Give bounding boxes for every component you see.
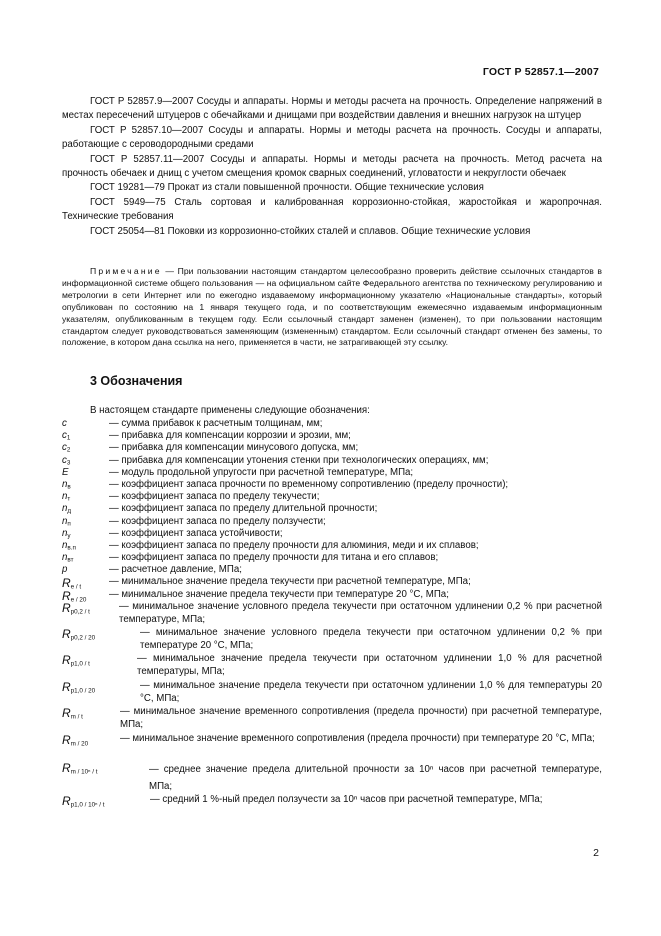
symbol-base: R — [62, 732, 71, 747]
symbol-subscript: т — [67, 495, 71, 503]
definition-text: — модуль продольной упругости при расчетной температуре, МПа; — [109, 466, 414, 478]
definition-row — [62, 540, 602, 552]
definition-symbol — [62, 516, 71, 528]
definition-row — [62, 680, 602, 707]
definition-text: — коэффициент запаса по пределу прочности для алюминия, меди и их сплавов; — [109, 539, 479, 551]
definition-row — [62, 627, 602, 653]
definition-text: — средний 1 %-ный предел ползучести за 10ⁿ часов при расчетной температуре, МПа; — [150, 793, 543, 805]
reference-item: ГОСТ Р 52857.9—2007 Сосуды и аппараты. Нормы и методы расчета на прочность. Определение напряжений в местах пересечений штуцеров с обечайками и днищами при воздействии давления и внешних нагрузок на штуцер — [62, 96, 602, 122]
definition-symbol — [62, 540, 76, 552]
definition-symbol — [62, 503, 71, 515]
definition-row — [62, 706, 602, 733]
definition-row — [62, 491, 602, 503]
definition-text: — среднее значение предела длительной прочности за 10ⁿ часов при расчетной температуре, МПа; — [149, 763, 602, 792]
page-number: 2 — [593, 847, 599, 859]
symbol-subscript: e / 20 — [70, 596, 87, 604]
references-list — [62, 95, 602, 239]
symbol-subscript: 1 — [66, 434, 71, 442]
symbol-subscript: д — [67, 507, 72, 515]
symbol-subscript: m / 20 — [70, 740, 89, 748]
symbol-base: n — [62, 478, 68, 490]
definition-text: — минимальное значение предела текучести при температуре 20 °С, МПа; — [109, 588, 449, 600]
symbol-base: R — [62, 576, 71, 591]
definition-row — [62, 442, 602, 454]
definition-symbol — [62, 479, 71, 491]
symbol-subscript: в — [67, 483, 71, 491]
symbol-base: R — [62, 627, 71, 642]
reference-item: ГОСТ Р 52857.11—2007 Сосуды и аппараты. Нормы и методы расчета на прочность. Метод расчета на прочность обечаек и днищ с учетом смещения кромок сварных соединений, угловатости и некруглости обечаек — [62, 153, 602, 180]
definition-text: — коэффициент запаса прочности по временному сопротивлению (пределу прочности); — [109, 478, 509, 490]
symbol-subscript: p1,0 / t — [70, 660, 90, 668]
reference-item: ГОСТ 19281—79 Прокат из стали повышенной прочности. Общие технические условия — [90, 182, 484, 194]
symbol-base: n — [62, 539, 68, 551]
definition-symbol — [62, 455, 70, 467]
reference-item: ГОСТ 25054—81 Поковки из коррозионно-стойких сталей и сплавов. Общие технические условия — [90, 225, 531, 237]
symbol-base: R — [62, 679, 71, 694]
definition-row — [62, 761, 602, 794]
definition-text: — минимальное значение временного сопротивления (предела прочности) при температуре 20 °С, МПа; — [120, 732, 595, 744]
definition-row — [62, 588, 602, 604]
reference-item: ГОСТ Р 52857.10—2007 Сосуды и аппараты. Нормы и методы расчета на прочность. Сосуды и аппараты, работающие с сероводородными средами — [62, 124, 602, 151]
definition-text: — прибавка для компенсации коррозии и эрозии, мм; — [109, 430, 351, 442]
definition-symbol — [62, 552, 73, 564]
definition-text: — минимальное значение условного предела текучести при остаточном удлинении 0,2 % при температуре 20 °С, МПа; — [140, 627, 602, 652]
document-header: ГОСТ Р 52857.1—2007 — [482, 66, 599, 78]
symbol-subscript: 2 — [66, 446, 71, 454]
symbol-subscript: m / 10ⁿ / t — [70, 768, 98, 776]
definition-row — [62, 430, 602, 442]
definition-row — [62, 479, 602, 491]
definition-text: — коэффициент запаса по пределу прочности для титана и его сплавов; — [109, 552, 439, 564]
definition-text: — прибавка для компенсации утонения стенки при технологических операциях, мм; — [109, 454, 489, 466]
definition-row — [62, 733, 602, 761]
definition-symbol — [62, 706, 83, 721]
note-paragraph — [62, 266, 602, 349]
definition-text: — минимальное значение предела текучести при расчетной температуре, МПа; — [109, 576, 471, 588]
definition-text: — минимальное значение предела текучести при остаточном удлинении 1,0 % для температуры 20 °С, МПа; — [140, 679, 602, 704]
reference-item: ГОСТ 5949—75 Сталь сортовая и калиброванная коррозионно-стойкая, жаростойкая и жаропрочная. Технические требования — [62, 196, 602, 223]
symbol-base: c — [62, 430, 67, 442]
definition-text: — прибавка для компенсации минусового допуска, мм; — [109, 442, 359, 454]
symbol-base: E — [62, 466, 69, 478]
note-label: Примечание — [90, 266, 162, 276]
symbol-subscript: p0,2 / t — [70, 608, 90, 616]
symbol-base: c — [62, 418, 67, 429]
definition-symbol — [62, 653, 90, 668]
symbol-subscript: п — [67, 520, 71, 527]
definition-symbol — [62, 627, 95, 642]
symbol-base: n — [62, 491, 68, 503]
symbol-base: c — [62, 442, 67, 454]
symbol-subscript: e / t — [70, 583, 82, 591]
definition-symbol — [62, 442, 70, 454]
symbol-base: R — [62, 760, 71, 775]
symbol-subscript: p0,2 / 20 — [70, 634, 96, 642]
definition-symbol — [62, 528, 71, 540]
definition-symbol — [62, 491, 70, 503]
definition-text: — коэффициент запаса устойчивости; — [109, 527, 283, 539]
definition-row — [62, 552, 602, 564]
symbol-base: p — [62, 564, 68, 576]
section-intro: В настоящем стандарте применены следующие обозначения: — [90, 405, 370, 416]
symbol-base: n — [62, 552, 68, 564]
definition-symbol — [62, 794, 104, 809]
symbol-base: n — [62, 527, 68, 539]
symbol-subscript: y — [67, 532, 71, 540]
definition-row — [62, 516, 602, 528]
symbol-base: R — [62, 653, 71, 668]
definition-row — [62, 467, 602, 479]
definition-text: — минимальное значение предела текучести при остаточном удлинении 1,0 % для расчетной температуры, МПа; — [137, 653, 602, 678]
definition-row — [62, 528, 602, 540]
definition-text: — расчетное давление, МПа; — [109, 564, 242, 576]
definition-text: — минимальное значение временного сопротивления (предела прочности) при расчетной температуре, МПа; — [120, 706, 602, 731]
definition-row — [62, 564, 602, 576]
definition-row — [62, 653, 602, 680]
definition-row — [62, 503, 602, 515]
definition-symbol — [62, 680, 95, 695]
definition-symbol — [62, 761, 97, 776]
definition-symbol — [62, 733, 88, 748]
definition-symbol — [62, 430, 70, 442]
definition-text: — минимальное значение условного предела текучести при остаточном удлинении 0,2 % при расчетной температуре, МПа; — [119, 600, 602, 625]
definitions-list — [62, 418, 602, 814]
section-heading: 3 Обозначения — [90, 374, 183, 388]
definition-symbol — [62, 564, 67, 575]
symbol-subscript: p1,0 / 10ⁿ / t — [70, 801, 105, 809]
symbol-base: R — [62, 793, 71, 808]
symbol-subscript: m / t — [70, 713, 83, 721]
definition-text: — сумма прибавок к расчетным толщинам, мм; — [109, 418, 323, 429]
symbol-base: R — [62, 706, 71, 721]
symbol-subscript: вт — [67, 556, 74, 564]
symbol-base: n — [62, 515, 68, 527]
definition-row — [62, 576, 602, 591]
definition-row — [62, 601, 602, 628]
definition-symbol — [62, 467, 68, 478]
symbol-base: n — [62, 503, 68, 515]
definition-row — [62, 794, 602, 814]
symbol-subscript: p1,0 / 20 — [70, 687, 96, 695]
symbol-subscript: 3 — [66, 459, 71, 467]
definition-text: — коэффициент запаса по пределу текучести; — [109, 491, 320, 503]
symbol-base: R — [62, 588, 71, 603]
definition-row — [62, 418, 602, 430]
symbol-subscript: в.п — [67, 544, 76, 552]
definition-text: — коэффициент запаса по пределу ползучести; — [109, 515, 326, 527]
definition-text: — коэффициент запаса по пределу длительной прочности; — [109, 503, 378, 515]
note-text: — При пользовании настоящим стандартом целесообразно проверить действие ссылочных стандартов в информационной системе общего пользования — на официальном сайте Федерального агентства по техническому регулированию и метрологии в сети Интернет или по ежегодно издаваемому информационному указателю «Национальные стандарты», который опубликован по состоянию на 1 января текущего года, и по соответствующим ежемесячно издаваемым информационным указателям, опубликованным в текущем году. Если ссылочный стандарт заменен (изменен), то при пользовании настоящим стандартом следует руководствоваться заменяющим (измененным) стандартом. Если ссылочный стандарт отменен без замены, то положение, в котором дана ссылка на него, применяется в части, не затрагивающей эту ссылку. — [62, 266, 602, 348]
definition-row — [62, 455, 602, 467]
definition-symbol — [62, 601, 90, 616]
symbol-base: R — [62, 600, 71, 615]
definition-symbol — [62, 418, 67, 429]
symbol-base: c — [62, 454, 67, 466]
